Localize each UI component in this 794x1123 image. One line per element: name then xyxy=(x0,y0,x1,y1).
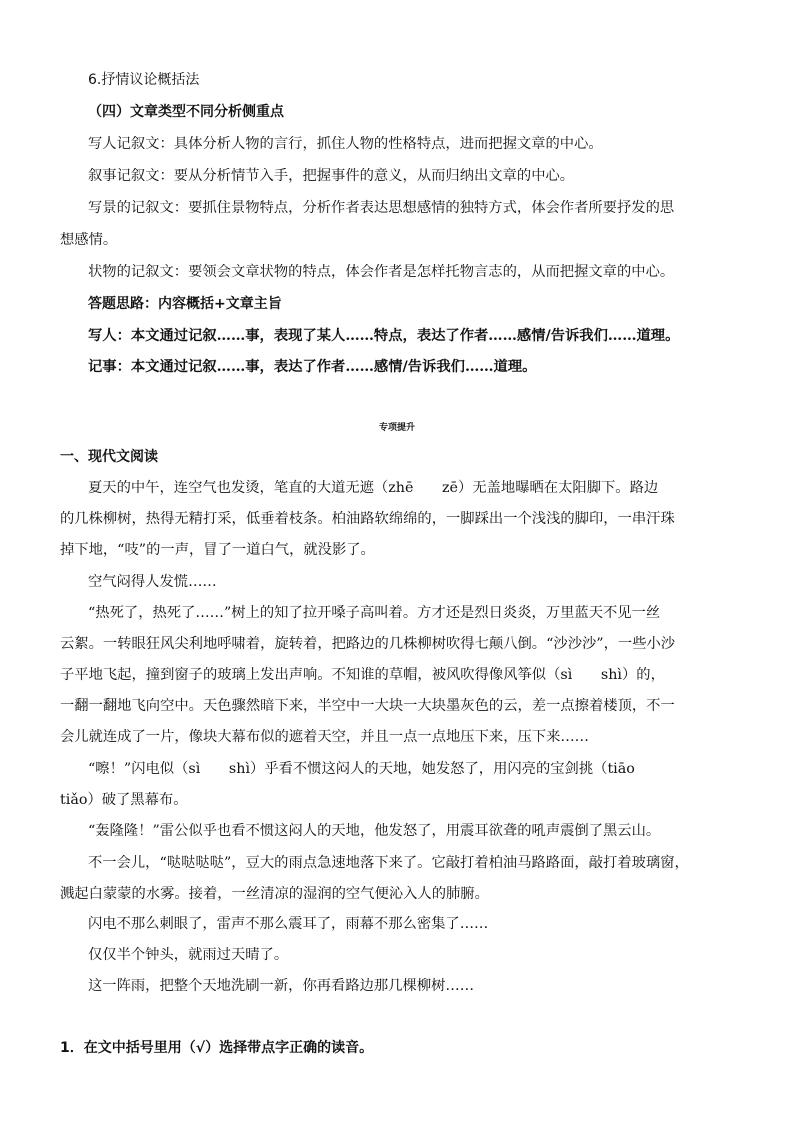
paragraph-event: 叙事记叙文：要从分析情节入手，把握事件的意义，从而归纳出文章的中心。 xyxy=(88,168,575,184)
paragraph-scenery-line2: 想感情。 xyxy=(60,232,118,248)
answer-approach-heading: 答题思路：内容概括+文章主旨 xyxy=(88,296,282,312)
paragraph-person: 写人记叙文：具体分析人物的言行，抓住人物的性格特点，进而把握文章的中心。 xyxy=(88,136,603,152)
passage-line: “热死了，热死了……”树上的知了拉开嗓子高叫着。方才还是烈日炎炎，万里蓝天不见一丝 xyxy=(88,605,661,621)
paragraph-scenery-line1: 写景的记叙文：要抓住景物特点，分析作者表达思想感情的独特方式，体会作者所要抒发的思 xyxy=(88,200,675,216)
passage-line: 掉下地，“吱”的一声，冒了一道白气，就没影了。 xyxy=(60,542,375,558)
method-item-6: 6.抒情议论概括法 xyxy=(88,72,200,88)
practice-title: 专项提升 xyxy=(378,423,415,433)
passage-line: 不一会儿，“哒哒哒哒”，豆大的雨点急速地落下来了。它敲打着柏油马路路面，敲打着玻璃窗， xyxy=(88,855,689,871)
answer-approach-person: 写人：本文通过记叙……事，表现了某人……特点，表达了作者……感情/告诉我们……道理。 xyxy=(88,328,680,344)
passage-line: “轰隆隆！”雷公似乎也看不惯这闷人的天地，他发怒了，用震耳欲聋的吼声震倒了黑云山。 xyxy=(88,823,661,839)
passage-line: tiǎo）破了黑幕布。 xyxy=(60,792,188,808)
section-one-heading: 一、现代文阅读 xyxy=(60,449,158,465)
passage-line: 一翻一翻地飞向空中。天色骤然暗下来，半空中一大块一大块墨灰色的云，差一点擦着楼顶，不一 xyxy=(60,698,675,714)
section-four-heading: （四）文章类型不同分析侧重点 xyxy=(88,104,284,120)
question-1: 1．在文中括号里用（√）选择带点字正确的读音。 xyxy=(60,1040,374,1056)
passage-line: 会儿就连成了一片，像块大幕布似的遮着天空，并且一点一点地压下来，压下来…… xyxy=(60,729,589,745)
passage-line: 这一阵雨，把整个天地洗刷一新，你再看路边那几棵柳树…… xyxy=(88,978,475,994)
passage-line: “嚓！”闪电似（sì shì）乎看不惯这闷人的天地，她发怒了，用闪亮的宝剑挑（tiāo xyxy=(88,761,635,777)
passage-line: 夏天的中午，连空气也发烫，笔直的大道无遮（zhē zē）无盖地曝晒在太阳脚下。路边 xyxy=(88,480,659,496)
passage-line: 闪电不那么刺眼了，雷声不那么震耳了，雨幕不那么密集了…… xyxy=(88,916,489,932)
paragraph-object: 状物的记叙文：要领会文章状物的特点，体会作者是怎样托物言志的，从而把握文章的中心。 xyxy=(88,264,675,280)
passage-line: 空气闷得人发慌…… xyxy=(88,574,217,590)
passage-line: 仅仅半个钟头，就雨过天晴了。 xyxy=(88,947,289,963)
passage-line: 云絮。一转眼狂风尖利地呼啸着，旋转着，把路边的几株柳树吹得七颠八倒。“沙沙沙”，一些小沙 xyxy=(60,636,676,652)
passage-line: 子平地飞起，撞到窗子的玻璃上发出声响。不知谁的草帽，被风吹得像风筝似（sì shì）的， xyxy=(60,667,665,683)
passage-line: 的几株柳树，热得无精打采，低垂着枝条。柏油路软绵绵的，一脚踩出一个浅浅的脚印，一串汗珠 xyxy=(60,511,675,527)
passage-line: 溅起白蒙蒙的水雾。接着，一丝清凉的湿润的空气便沁入人的肺腑。 xyxy=(60,886,489,902)
answer-approach-event: 记事：本文通过记叙……事，表达了作者……感情/告诉我们……道理。 xyxy=(88,359,537,375)
